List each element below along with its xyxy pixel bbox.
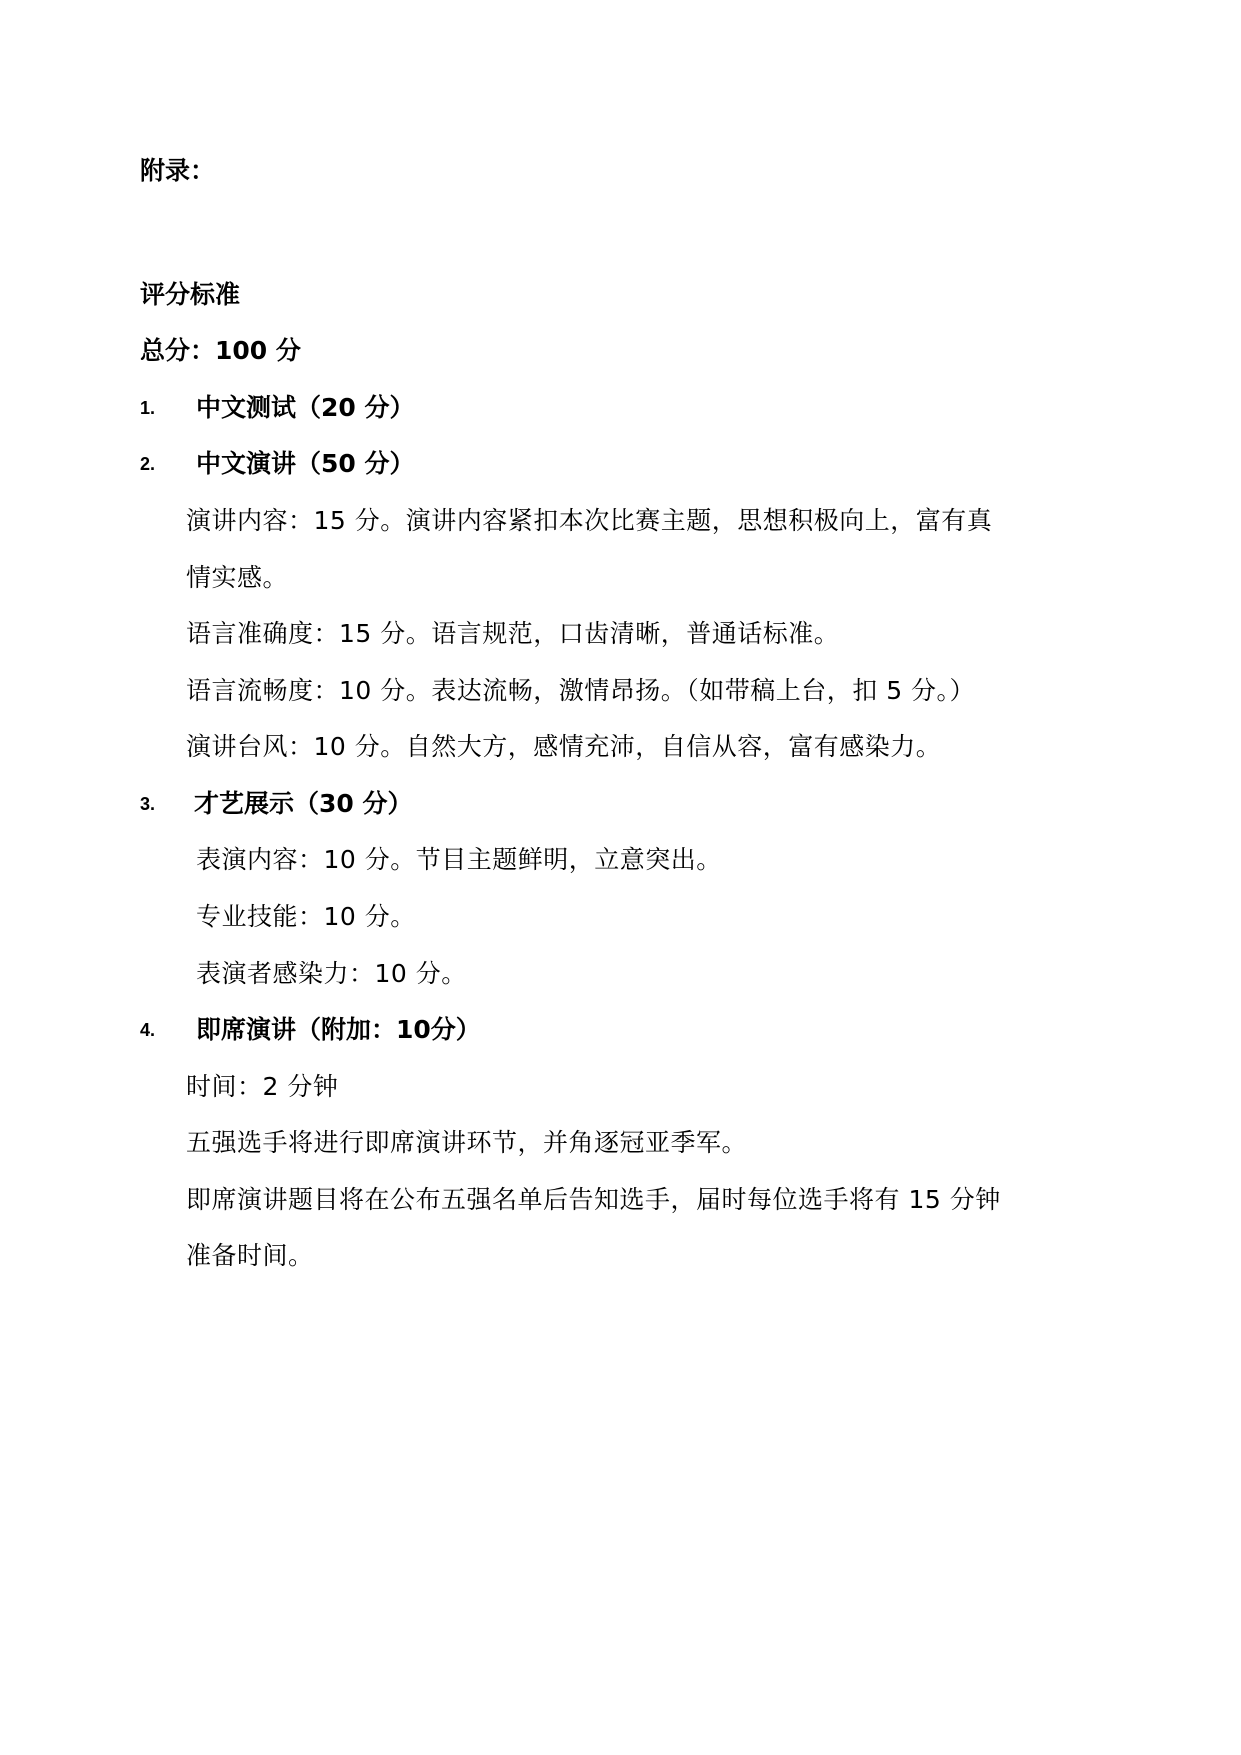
criterion-line: 专业技能：10 分。 [196,902,416,931]
section-heading: 中文演讲（50 分） [196,449,415,478]
section-heading: 才艺展示（30 分） [194,789,413,818]
criterion-line: 五强选手将进行即席演讲环节，并角逐冠亚季军。 [186,1128,748,1157]
criterion-line: 演讲内容：15 分。演讲内容紧扣本次比赛主题，思想积极向上，富有真 [186,506,993,535]
appendix-title: 附录： [140,156,216,185]
section-number: 3. [140,794,156,814]
section-heading: 即席演讲（附加：10分） [196,1015,481,1044]
scoring-title: 评分标准 [140,280,241,309]
section-number: 4. [140,1020,156,1040]
criterion-line: 即席演讲题目将在公布五强名单后告知选手，届时每位选手将有 15 分钟 [186,1185,1001,1214]
criterion-line: 时间：2 分钟 [186,1072,339,1101]
criterion-line: 情实感。 [186,563,289,592]
criterion-line: 表演内容：10 分。节目主题鲜明，立意突出。 [196,845,722,874]
total-score: 总分：100 分 [140,336,301,365]
criterion-line: 演讲台风：10 分。自然大方，感情充沛，自信从容，富有感染力。 [186,732,942,761]
criterion-line: 语言流畅度：10 分。表达流畅，激情昂扬。（如带稿上台，扣 5 分。） [186,676,976,705]
section-number: 1. [140,398,156,418]
criterion-line: 表演者感染力：10 分。 [196,959,467,988]
criterion-line: 准备时间。 [186,1241,314,1270]
section-heading: 中文测试（20 分） [196,393,415,422]
section-number: 2. [140,454,156,474]
criterion-line: 语言准确度：15 分。语言规范，口齿清晰，普通话标准。 [186,619,840,648]
